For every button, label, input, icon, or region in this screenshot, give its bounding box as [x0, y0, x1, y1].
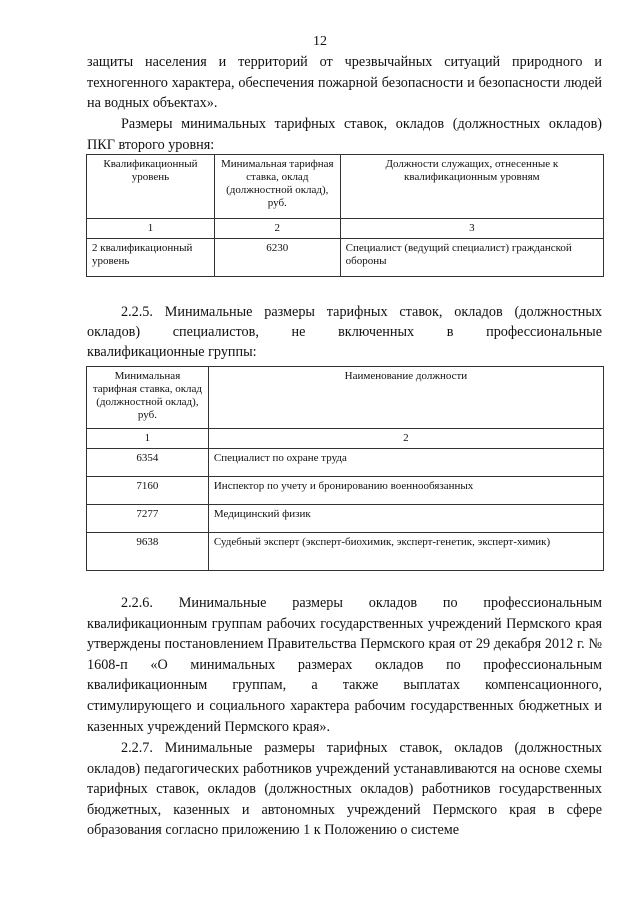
table-row: [87, 449, 604, 477]
table-pkg-second-level: [86, 154, 604, 277]
intro-continuation: защиты населения и территорий от чрезвычайных ситуаций природного и техногенного характера, обеспечения пожарной безопасности и безопасности людей на водных объектах».: [87, 54, 602, 112]
section-2-2-7: 2.2.7. Минимальные размеры тарифных ставок, окладов (должностных окладов) педагогических работников учреждений устанавливаются на основе схемы тарифных ставок, окладов (должностных окладов) работников государственных бюджетных, казенных и автономных учреждений Пермского края в сфере образования согласно приложению 1 к Положению о системе: [87, 740, 602, 839]
section-2-2-5-line1: 2.2.5. Минимальные размеры тарифных ставок, окладов (должностных: [121, 304, 602, 320]
section-2-2-5-line2: окладов) специалистов, не включенных в профессиональные: [87, 324, 602, 340]
table-row: [87, 533, 604, 571]
column-number: 3: [340, 219, 603, 239]
cell-position: Судебный эксперт (эксперт-биохимик, эксперт-генетик, эксперт-химик): [208, 533, 603, 571]
cell-salary: 9638: [87, 533, 209, 571]
header-qualification-level: Квалификационный уровень: [87, 155, 215, 219]
cell-positions: Специалист (ведущий специалист) гражданской обороны: [340, 239, 603, 277]
table-number-row: [87, 219, 604, 239]
table-row: [87, 505, 604, 533]
section-2-2-5-line3: квалификационные группы:: [87, 344, 257, 360]
column-number: 2: [214, 219, 340, 239]
cell-salary: 6230: [214, 239, 340, 277]
cell-salary: 7277: [87, 505, 209, 533]
cell-salary: 6354: [87, 449, 209, 477]
header-position-name: Наименование должности: [208, 367, 603, 429]
header-min-salary: Минимальная тарифная ставка, оклад (должностной оклад), руб.: [214, 155, 340, 219]
table-number-row: [87, 429, 604, 449]
page-number: 12: [313, 34, 327, 49]
cell-level: 2 квалификационный уровень: [87, 239, 215, 277]
table1-heading: Размеры минимальных тарифных ставок, окладов (должностных окладов) ПКГ второго уровня:: [87, 116, 602, 153]
table-specialists: [86, 366, 604, 571]
cell-position: Специалист по охране труда: [208, 449, 603, 477]
column-number: 2: [208, 429, 603, 449]
table-row: [87, 477, 604, 505]
cell-position: Инспектор по учету и бронированию военнообязанных: [208, 477, 603, 505]
table-header-row: [87, 367, 604, 429]
table-header-row: [87, 155, 604, 219]
column-number: 1: [87, 429, 209, 449]
table-row: [87, 239, 604, 277]
cell-salary: 7160: [87, 477, 209, 505]
header-min-salary: Минимальная тарифная ставка, оклад (должностной оклад), руб.: [87, 367, 209, 429]
section-2-2-6: 2.2.6. Минимальные размеры окладов по профессиональным квалификационным группам рабочих государственных учреждений Пермского края утверждены постановлением Правительства Пермского края от 29 декабря 2012 г. № 1608-п «О минимальных размерах окладов по профессиональным квалификационным группам, а также выплатах компенсационного, стимулирующего и социального характера рабочим государственных бюджетных и казенных учреждений Пермского края».: [87, 595, 602, 735]
column-number: 1: [87, 219, 215, 239]
header-positions: Должности служащих, отнесенные к квалификационным уровням: [340, 155, 603, 219]
cell-position: Медицинский физик: [208, 505, 603, 533]
